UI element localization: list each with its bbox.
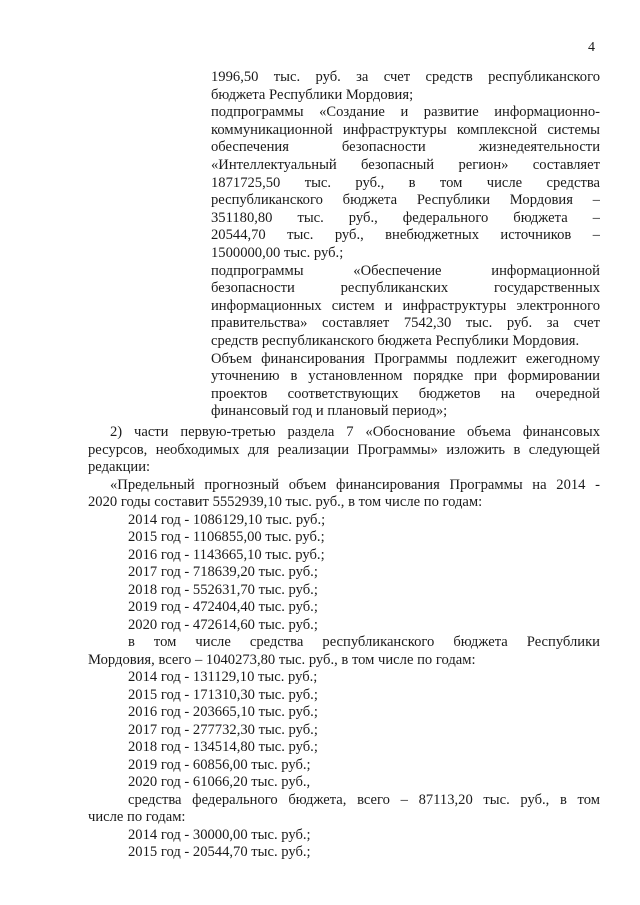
- column-line: подпрограммы «Обеспечение информационной: [211, 262, 600, 279]
- body-line: редакции:: [88, 459, 151, 475]
- body-line: 2015 год - 171310,30 тыс. руб.;: [128, 686, 318, 703]
- column-line: бюджета Республики Мордовия;: [211, 86, 414, 103]
- body-line: 2019 год - 472404,40 тыс. руб.;: [128, 599, 318, 615]
- body-line: 2014 год - 131129,10 тыс. руб.;: [128, 669, 318, 685]
- column-line: 1996,50 тыс. руб. за счет средств республиканского: [211, 69, 600, 85]
- body-line: 2015 год - 1106855,00 тыс. руб.;: [128, 529, 325, 545]
- column-line: 1871725,50 тыс. руб., в том числе средства: [211, 174, 600, 191]
- column-line: Объем финансирования Программы подлежит ежегодному: [211, 350, 600, 367]
- body-line: средства федерального бюджета, всего – 87113,20 тыс. руб., в том: [128, 791, 600, 808]
- body-line: 2014 год - 1086129,10 тыс. руб.;: [128, 511, 326, 528]
- column-line: республиканского бюджета Республики Мордовия –: [211, 192, 600, 209]
- body-line: 2019 год - 60856,00 тыс. руб.;: [128, 756, 311, 773]
- column-line: уточнению в установленном порядке при формировании: [211, 368, 600, 385]
- column-line: обеспечения безопасности жизнедеятельности: [211, 139, 600, 156]
- column-line: финансовый год и плановый период»;: [211, 403, 448, 420]
- body-line: Мордовия, всего – 1040273,80 тыс. руб., в том числе по годам:: [88, 651, 476, 668]
- body-line: 2018 год - 134514,80 тыс. руб.;: [128, 739, 318, 755]
- column-line: «Интеллектуальный безопасный регион» составляет: [211, 157, 600, 173]
- column-line: информационных систем и инфраструктуры электронного: [211, 297, 600, 314]
- body-line: в том числе средства республиканского бюджета Республики: [128, 634, 600, 650]
- column-line: правительства» составляет 7542,30 тыс. руб. за счет: [211, 315, 600, 332]
- column-line: безопасности республиканских государственных: [211, 280, 600, 297]
- column-line: проектов соответствующих бюджетов на очередной: [211, 385, 600, 402]
- body-line: ресурсов, необходимых для реализации Программы» изложить в следующей: [88, 441, 600, 458]
- body-line: 2020 год - 61066,20 тыс. руб.,: [128, 774, 311, 790]
- body-line: 2) части первую-третью раздела 7 «Обоснование объема финансовых: [110, 424, 600, 440]
- body-line: 2016 год - 1143665,10 тыс. руб.;: [128, 546, 325, 563]
- column-line: коммуникационной инфраструктуры комплексной системы: [211, 121, 600, 138]
- page-number: 4: [588, 40, 595, 55]
- column-line: средств республиканского бюджета Республики Мордовия.: [211, 333, 580, 349]
- column-line: 1500000,00 тыс. руб.;: [211, 245, 344, 261]
- body-line: 2018 год - 552631,70 тыс. руб.;: [128, 581, 318, 598]
- column-line: 20544,70 тыс. руб., внебюджетных источников –: [211, 227, 600, 244]
- column-line: 351180,80 тыс. руб., федерального бюджета –: [211, 209, 600, 226]
- body-line: 2015 год - 20544,70 тыс. руб.;: [128, 844, 311, 860]
- body-line: 2017 год - 277732,30 тыс. руб.;: [128, 721, 318, 738]
- column-line: подпрограммы «Создание и развитие информационно-: [211, 104, 600, 121]
- body-line: 2016 год - 203665,10 тыс. руб.;: [128, 704, 318, 720]
- body-line: числе по годам:: [88, 809, 186, 825]
- body-line: 2017 год - 718639,20 тыс. руб.;: [128, 564, 318, 580]
- body-line: «Предельный прогнозный объем финансирования Программы на 2014 -: [110, 476, 600, 493]
- body-line: 2014 год - 30000,00 тыс. руб.;: [128, 826, 311, 843]
- body-line: 2020 год - 472614,60 тыс. руб.;: [128, 616, 318, 633]
- body-line: 2020 годы составит 5552939,10 тыс. руб., в том числе по годам:: [88, 494, 483, 510]
